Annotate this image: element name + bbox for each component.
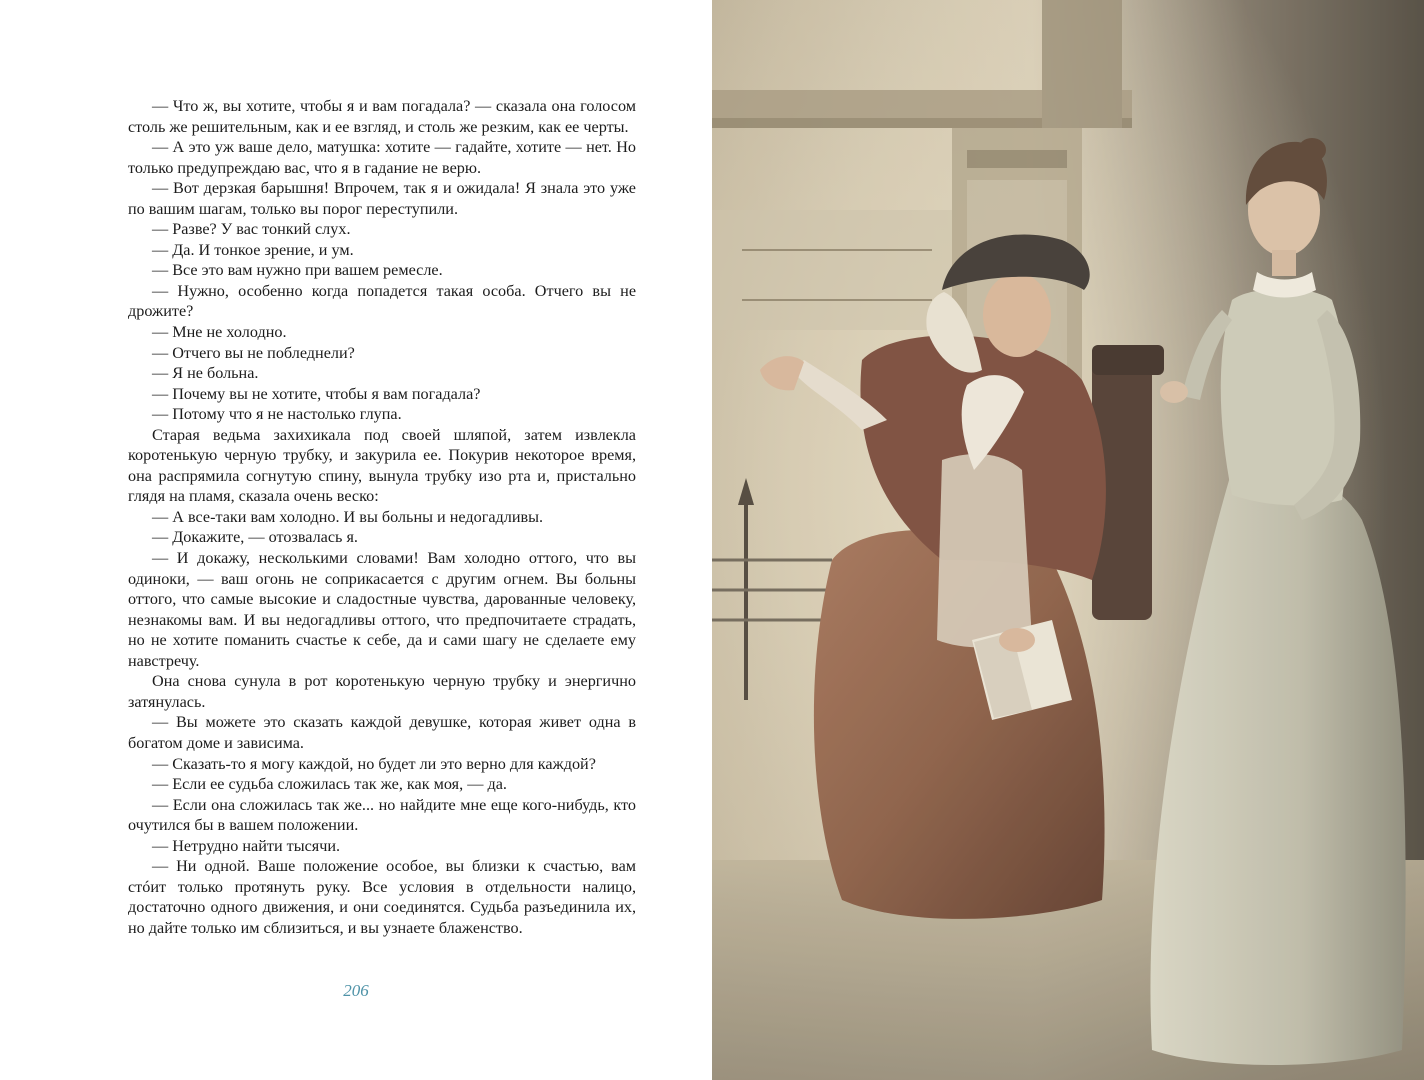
paragraph: — Докажите, — отозвалась я.: [152, 528, 358, 547]
paragraph: — А все-таки вам холодно. И вы больны и недогадливы.: [152, 507, 544, 526]
paper-wash: [712, 0, 1424, 1080]
illustration: [712, 0, 1424, 1080]
paragraph: Она снова сунула в рот коротенькую черную трубку и энергично затянулась.: [128, 672, 636, 711]
paragraph: — Мне не холодно.: [152, 323, 287, 342]
paragraph: — Вот дерзкая барышня! Впрочем, так я и ожидала! Я знала это уже по вашим шагам, только вы порог переступили.: [128, 179, 636, 218]
paragraph: — Если ее судьба сложилась так же, как моя, — да.: [152, 775, 507, 794]
paragraph: — Если она сложилась так же... но найдите мне еще кого-нибудь, кто очутился бы в вашем положении.: [128, 795, 636, 835]
paragraph: — Все это вам нужно при вашем ремесле.: [152, 261, 443, 280]
illustration-page: [712, 0, 1424, 1080]
paragraph: — Почему вы не хотите, чтобы я вам погадала?: [152, 384, 481, 403]
paragraph: — Я не больна.: [152, 364, 259, 383]
paragraph: — Сказать-то я могу каждой, но будет ли это верно для каждой?: [152, 754, 596, 773]
paragraph: — Отчего вы не побледнели?: [152, 343, 355, 362]
paragraph: — Ни одной. Ваше положение особое, вы близки к счастью, вам стóит только протянуть руку. Все условия в отдельности налицо, достаточно одного движения, и они соединятся. Судьба разъединила их, но дайте только им сблизиться, и вы узнаете блаженство.: [128, 857, 636, 937]
paragraph: — Что ж, вы хотите, чтобы я и вам погадала? — сказала она голосом столь же решительным, как и ее взгляд, и столь же резким, как ее черты.: [128, 97, 636, 136]
paragraph: — Нужно, особенно когда попадется такая особа. Отчего вы не дрожите?: [128, 281, 636, 321]
paragraph: Старая ведьма захихикала под своей шляпой, затем извлекла коротенькую черную трубку, и закурила ее. Покурив некоторое время, она распрямила согнутую спину, вынула трубку изо рта и, пристально глядя на пламя, сказала очень веско:: [128, 425, 636, 506]
paragraph: — Да. И тонкое зрение, и ум.: [152, 240, 354, 259]
paragraph: — Потому что я не настолько глупа.: [152, 405, 402, 424]
paragraph: — Вы можете это сказать каждой девушке, которая живет одна в богатом доме и зависима.: [128, 713, 636, 752]
page-number: 206: [343, 981, 369, 1000]
paragraph: — И докажу, несколькими словами! Вам холодно оттого, что вы одиноки, — ваш огонь не соприкасается с другим огнем. Вы больны оттого, что самые высокие и сладостные чувства, дарованные человеку, незнакомы вам. И вы недогадливы оттого, что предпочитаете страдать, но не хотите поманить счастье к себе, да и сами шагу не сделаете ему навстречу.: [128, 549, 636, 670]
paragraph: — Разве? У вас тонкий слух.: [152, 220, 351, 239]
paragraph: — А это уж ваше дело, матушка: хотите — гадайте, хотите — нет. Но только предупреждаю вас, что я в гадание не верю.: [128, 138, 636, 177]
paragraph: — Нетрудно найти тысячи.: [152, 836, 341, 855]
text-body: [128, 96, 636, 938]
